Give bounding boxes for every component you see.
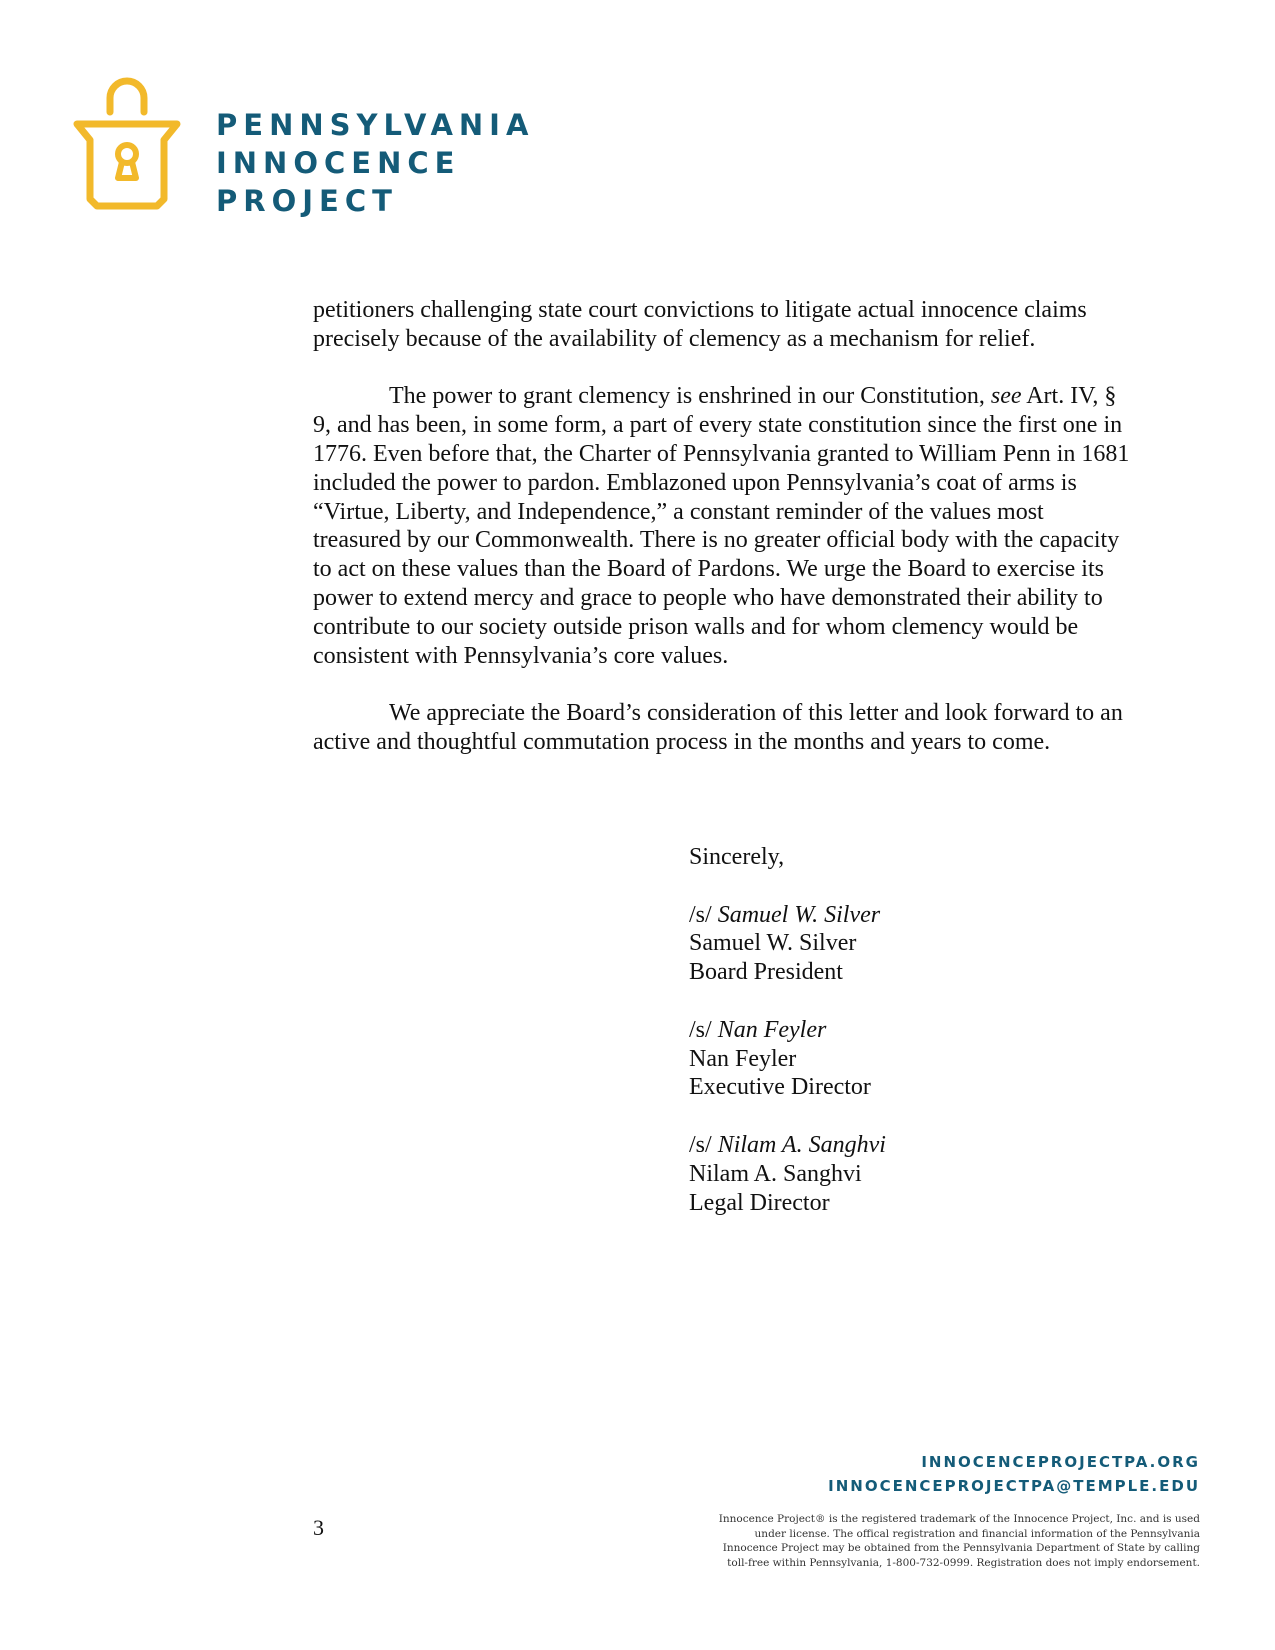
sig-prefix: /s/ [689, 1016, 718, 1043]
trademark-disclaimer: Innocence Project® is the registered trademark of the Innocence Project, Inc. and is used under license. The offical registration and financial information of the Pennsylvania Innocence Project may be obtained from the Pennsylvania Department of State by calling toll-free within Pennsylvania, 1-800-732-0999. Registration does not imply endorsement. [718, 1513, 1200, 1569]
signature-1 [689, 901, 886, 987]
paragraph-2 [313, 382, 1135, 670]
signature-2 [689, 1016, 886, 1102]
signer-name: Nilam A. Sanghvi [689, 1160, 862, 1187]
see-citation: see [990, 383, 1022, 410]
keystone-padlock-icon [72, 74, 182, 214]
signature-block [689, 843, 886, 1246]
sig-prefix: /s/ [689, 1131, 718, 1158]
signer-name: Samuel W. Silver [689, 930, 857, 957]
paragraph-2-start: The power to grant clemency is enshrined in our Constitution, [389, 383, 991, 410]
closing: Sincerely, [689, 844, 785, 870]
signature-line [689, 1016, 886, 1045]
signer-title: Executive Director [689, 1074, 871, 1101]
paragraph-3: We appreciate the Board’s consideration of this letter and look forward to an active and thoughtful commutation process in the months and years to come. [313, 700, 1123, 755]
paragraph-1: petitioners challenging state court convictions to litigate actual innocence claims precisely because of the availability of clemency as a mechanism for relief. [313, 297, 1087, 352]
footer [700, 1450, 1200, 1570]
org-name [216, 106, 534, 220]
org-name-line-2: INNOCENCE [216, 146, 461, 180]
letter-body [313, 296, 1135, 786]
org-name-line-3: PROJECT [216, 184, 398, 218]
page-number: 3 [313, 1515, 324, 1540]
email-link[interactable]: INNOCENCEPROJECTPA@TEMPLE.EDU [828, 1477, 1200, 1495]
org-name-line-1: PENNSYLVANIA [216, 108, 535, 142]
signer-title: Board President [689, 959, 843, 986]
signature-line [689, 1131, 886, 1160]
sig-prefix: /s/ [689, 901, 718, 928]
signer-title: Legal Director [689, 1189, 830, 1216]
sig-name: Nilam A. Sanghvi [717, 1131, 886, 1158]
signature-3 [689, 1131, 886, 1217]
paragraph-2-rest: Art. IV, § 9, and has been, in some form, a part of every state constitution since the first one in 1776. Even before that, the Charter of Pennsylvania granted to William Penn in 1681 included the power to pardon. Emblazoned upon Pennsylvania’s coat of arms is “Virtue, Liberty, and Independence,” a constant reminder of the values most treasured by our Commonwealth. There is no greater official body with the capacity to act on these values than the Board of Pardons. We urge the Board to exercise its power to extend mercy and grace to people who have demonstrated their ability to contribute to our society outside prison walls and for whom clemency would be consistent with Pennsylvania’s core values. [313, 383, 1130, 669]
sig-name: Samuel W. Silver [717, 901, 881, 928]
signer-name: Nan Feyler [689, 1045, 797, 1072]
sig-name: Nan Feyler [717, 1016, 827, 1043]
signature-line [689, 901, 886, 930]
website-link[interactable]: INNOCENCEPROJECTPA.ORG [921, 1453, 1200, 1471]
